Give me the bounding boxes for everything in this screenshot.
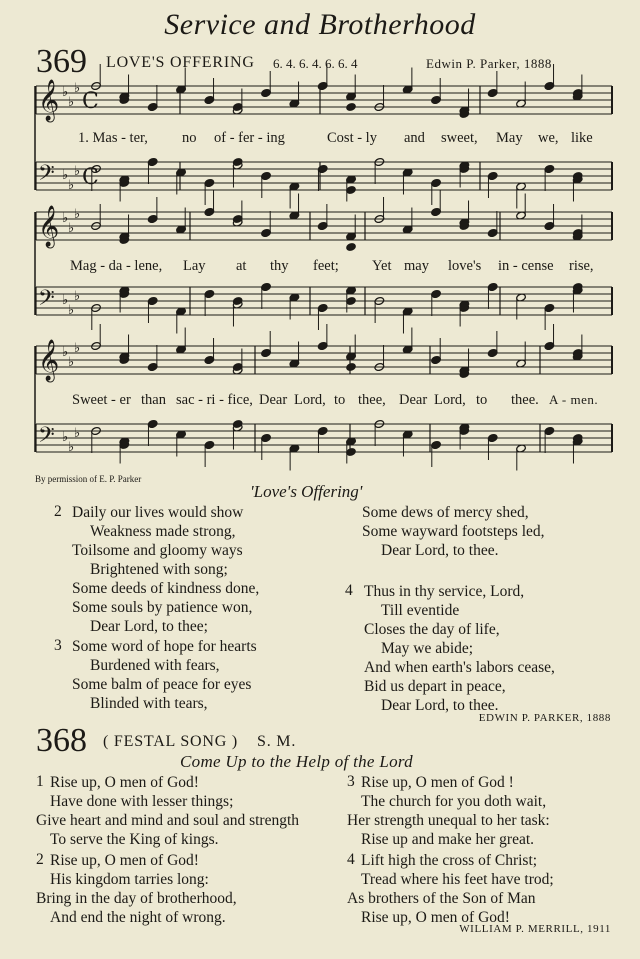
hymn-369-meter: 6. 4. 6. 4. 6. 6. 4 (273, 56, 358, 71)
lyric-syllable: Mag - da - lene, (70, 258, 163, 274)
verse-line: Rise up, O men of God! (50, 774, 199, 791)
verse-line: Bring in the day of brotherhood, (36, 890, 237, 907)
verse-number: 4 (347, 851, 355, 868)
flat-icon: ♭ (62, 345, 69, 360)
treble-clef-icon: 𝄞 (38, 206, 60, 247)
note-head (346, 102, 357, 111)
lyric-syllable: Lay (183, 258, 206, 274)
note-head (346, 242, 357, 251)
verse-line: His kingdom tarries long: (50, 871, 209, 888)
verse-line: And end the night of wrong. (50, 909, 226, 926)
lyric-syllable: Cost - ly (327, 130, 377, 146)
verse-line: Some souls by patience won, (72, 599, 253, 616)
verse-line: May we abide; (381, 640, 474, 657)
verse-line: Till eventide (381, 602, 460, 619)
lyric-syllable: we, (538, 130, 559, 146)
lyric-syllable: Yet (372, 258, 392, 274)
verse-line: Some dews of mercy shed, (362, 504, 529, 521)
verse-line: Burdened with fears, (90, 657, 220, 674)
verse-line: Toilsome and gloomy ways (72, 542, 243, 559)
verse-line: Some balm of peace for eyes (72, 676, 252, 693)
verse-line: Brightened with song; (90, 561, 228, 578)
verse-number: 3 (347, 773, 355, 790)
hymn-368-tune-name: ( FESTAL SONG ) (103, 733, 239, 750)
lyric-syllable: A - men. (549, 392, 599, 407)
lyric-syllable: may (404, 258, 429, 274)
verse-line: Lift high the cross of Christ; (361, 852, 538, 869)
verse-line: Blinded with tears, (90, 695, 208, 712)
verse-line: Rise up and make her great. (361, 831, 535, 848)
bass-clef-icon: 𝄢 (38, 161, 55, 191)
verse-line: Rise up, O men of God ! (361, 774, 514, 791)
verse-line: Dear Lord, to thee. (381, 697, 499, 714)
flat-icon: ♭ (62, 293, 69, 308)
verse-line: Give heart and mind and soul and strength (36, 812, 300, 829)
treble-clef-icon: 𝄞 (38, 340, 60, 381)
flat-icon: ♭ (68, 221, 75, 236)
hymn-369-credit: EDWIN P. PARKER, 1888 (478, 712, 611, 724)
lyric-syllable: Lord, (434, 392, 466, 408)
verse-line: Her strength unequal to her task: (347, 812, 550, 829)
flat-icon: ♭ (68, 303, 75, 318)
flat-icon: ♭ (68, 95, 75, 110)
flat-icon: ♭ (68, 178, 75, 193)
verse-line: Bid us depart in peace, (364, 678, 506, 695)
page-title: Service and Brotherhood (164, 8, 476, 41)
hymn-368-number: 368 (36, 722, 87, 759)
verse-line: Have done with lesser things; (50, 793, 234, 810)
verse-line: Thus in thy service, Lord, (364, 583, 525, 600)
flat-icon: ♭ (62, 85, 69, 100)
verse-number: 4 (345, 582, 353, 599)
lyric-syllable: Lord, (294, 392, 326, 408)
flat-icon: ♭ (74, 81, 81, 96)
verse-line: Closes the day of life, (364, 621, 500, 638)
treble-clef-icon: 𝄞 (38, 80, 60, 121)
lyric-syllable: Dear (259, 392, 288, 408)
lyric-syllable: to (476, 392, 488, 408)
verse-line: Rise up, O men of God! (50, 852, 199, 869)
poem-title: 'Love's Offering' (250, 482, 363, 501)
lyric-syllable: Sweet - er (72, 392, 131, 408)
hymn-369-tune-name: LOVE'S OFFERING (106, 54, 255, 71)
lyric-syllable: rise, (569, 258, 594, 274)
verse-line: Rise up, O men of God! (361, 909, 510, 926)
verse-line: Dear Lord, to thee; (90, 618, 208, 635)
lyric-syllable: thee. (511, 392, 539, 408)
permission-note: By permission of E. P. Parker (35, 474, 142, 484)
common-time-icon: C (82, 89, 99, 114)
verse-line: To serve the King of kings. (50, 831, 219, 848)
verse-line: Some deeds of kindness done, (72, 580, 260, 597)
lyric-syllable: and (404, 130, 425, 146)
lyric-syllable: sweet, (441, 130, 478, 146)
verse-number: 3 (54, 637, 62, 654)
hymn-369-author: Edwin P. Parker, 1888 (426, 56, 552, 71)
hymn-368-credit: WILLIAM P. MERRILL, 1911 (459, 923, 611, 935)
lyric-syllable: May (496, 130, 523, 146)
flat-icon: ♭ (74, 289, 81, 304)
flat-icon: ♭ (74, 207, 81, 222)
verse-line: Dear Lord, to thee. (381, 542, 499, 559)
lyric-syllable: of - fer - ing (214, 130, 285, 146)
lyric-syllable: feet; (313, 258, 339, 274)
verse-number: 2 (36, 851, 44, 868)
common-time-icon: C (82, 165, 99, 190)
lyric-syllable: sac - ri - fice, (176, 392, 253, 408)
verse-line: The church for you doth wait, (361, 793, 547, 810)
verse-line: Daily our lives would show (72, 504, 244, 521)
lyric-syllable: thee, (358, 392, 386, 408)
hymn-369-number: 369 (36, 43, 87, 80)
verse-line: Weakness made strong, (90, 523, 236, 540)
lyric-syllable: no (182, 130, 197, 146)
lyric-syllable: to (334, 392, 346, 408)
flat-icon: ♭ (74, 164, 81, 179)
lyric-syllable: like (571, 130, 593, 146)
flat-icon: ♭ (68, 355, 75, 370)
verse-line: And when earth's labors cease, (364, 659, 555, 676)
flat-icon: ♭ (68, 440, 75, 455)
lyric-syllable: love's (448, 258, 482, 274)
lyric-syllable: than (141, 392, 166, 408)
bass-clef-icon: 𝄢 (38, 286, 55, 316)
flat-icon: ♭ (62, 211, 69, 226)
flat-icon: ♭ (74, 341, 81, 356)
flat-icon: ♭ (62, 168, 69, 183)
lyric-syllable: Dear (399, 392, 428, 408)
verse-number: 2 (54, 503, 62, 520)
verse-line: Tread where his feet have trod; (361, 871, 554, 888)
lyric-syllable: 1. Mas - ter, (78, 130, 148, 146)
lyric-syllable: in - cense (498, 258, 554, 274)
bass-clef-icon: 𝄢 (38, 423, 55, 453)
verse-line: Some wayward footsteps led, (362, 523, 545, 540)
lyric-syllable: at (236, 258, 247, 274)
hymn-368-title: Come Up to the Help of the Lord (180, 752, 413, 771)
verse-number: 1 (36, 773, 44, 790)
verse-line: Some word of hope for hearts (72, 638, 257, 655)
flat-icon: ♭ (74, 426, 81, 441)
verse-line: As brothers of the Son of Man (347, 890, 536, 907)
hymn-368-meter: S. M. (257, 733, 297, 750)
flat-icon: ♭ (62, 430, 69, 445)
lyric-syllable: thy (270, 258, 289, 274)
note-head (346, 362, 357, 371)
